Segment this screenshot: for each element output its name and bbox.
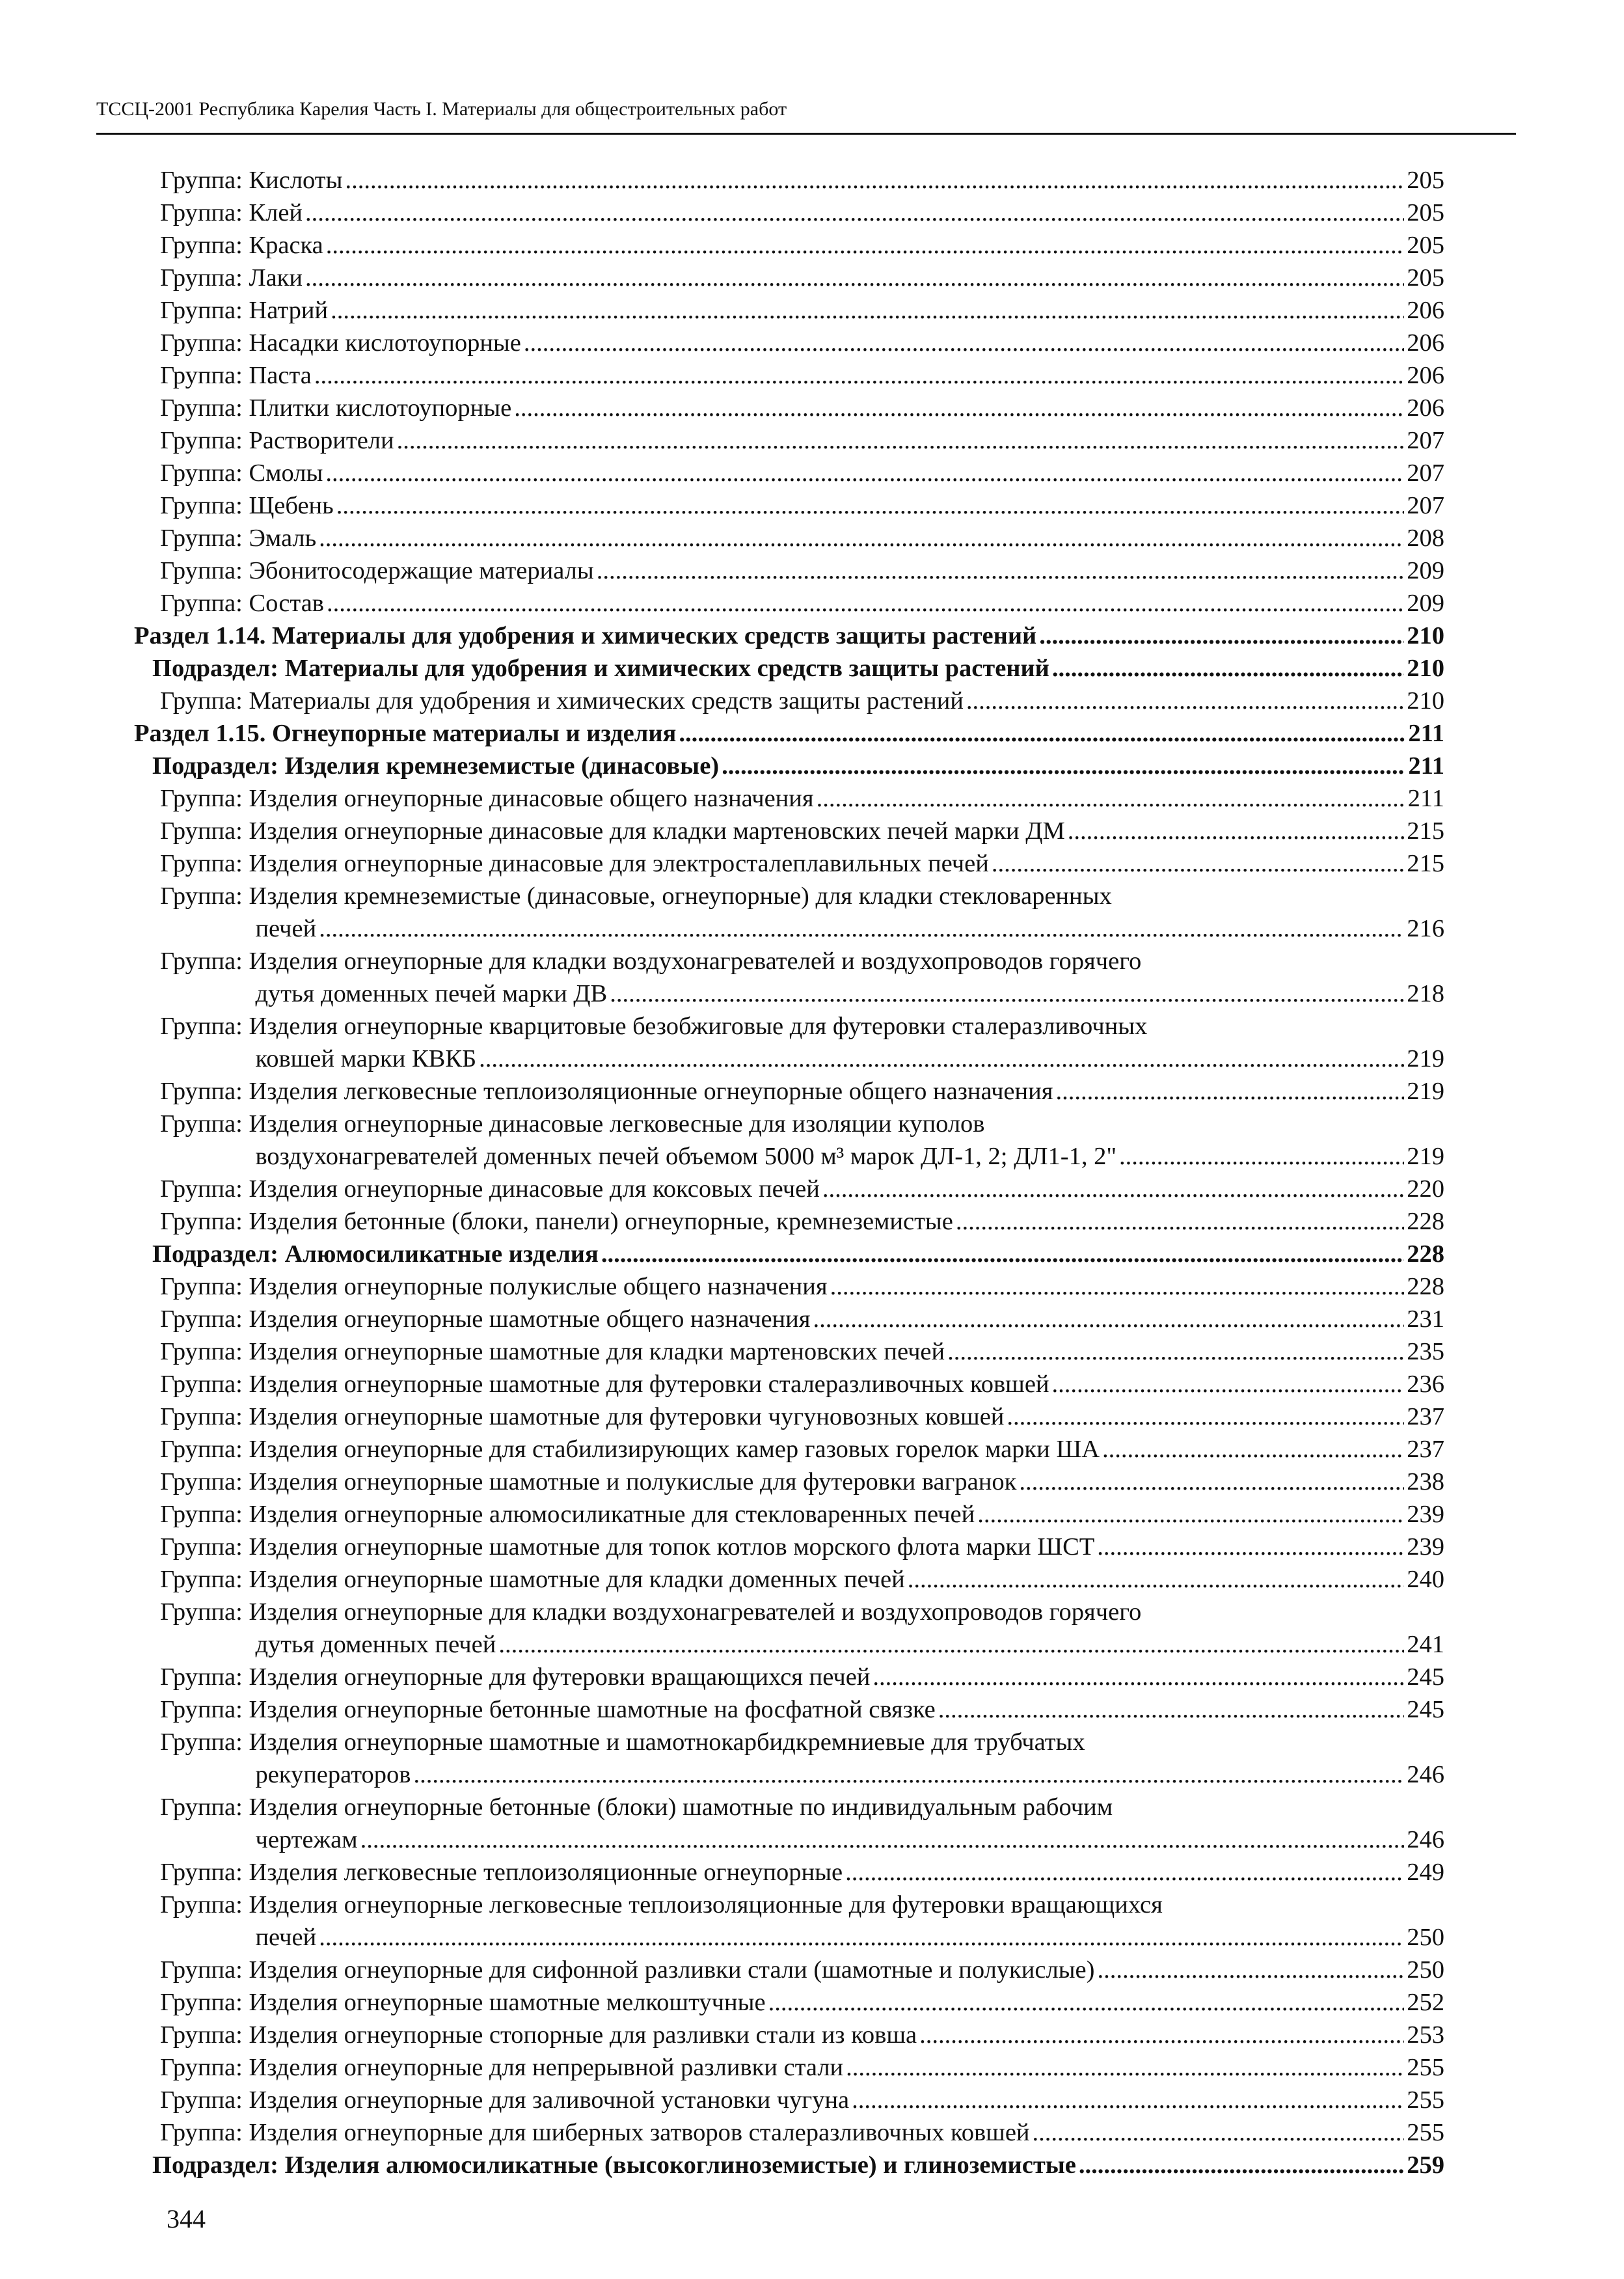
toc-entry-group bbox=[98, 847, 1444, 880]
entry-prefix: Группа: bbox=[160, 232, 249, 259]
entry-page-number: 231 bbox=[1407, 1305, 1444, 1333]
toc-entry-group bbox=[98, 294, 1444, 327]
dot-leader bbox=[597, 554, 1405, 587]
toc-entry-group bbox=[98, 1889, 1444, 1954]
toc-entry-group bbox=[98, 1010, 1444, 1075]
entry-prefix: Группа: bbox=[160, 1175, 249, 1203]
toc-entry-section bbox=[98, 717, 1444, 750]
entry-page-number: 205 bbox=[1407, 167, 1444, 194]
entry-prefix: Группа: bbox=[160, 1436, 249, 1463]
dot-leader bbox=[1068, 815, 1405, 847]
toc-entry-group bbox=[98, 424, 1444, 457]
toc-entry-group bbox=[98, 1466, 1444, 1498]
entry-title: Изделия огнеупорные шамотные общего назначения bbox=[249, 1305, 811, 1333]
entry-page-number: 249 bbox=[1407, 1859, 1444, 1886]
entry-page-number: 210 bbox=[1407, 622, 1444, 649]
entry-page-number: 210 bbox=[1407, 687, 1444, 715]
toc-entry-group bbox=[98, 815, 1444, 847]
entry-page-number: 205 bbox=[1407, 232, 1444, 259]
toc-entry-group bbox=[98, 1205, 1444, 1238]
dot-leader bbox=[1033, 2116, 1405, 2149]
entry-title: Изделия огнеупорные шамотные для футеровки чугуновозных ковшей bbox=[249, 1403, 1005, 1430]
entry-prefix: Группа: bbox=[160, 557, 249, 584]
entry-prefix: Группа: bbox=[160, 1566, 249, 1593]
dot-leader bbox=[908, 1563, 1405, 1596]
toc-entry-group bbox=[98, 685, 1444, 717]
toc-entry-group bbox=[98, 1400, 1444, 1433]
toc-entry-subsection bbox=[98, 2149, 1444, 2181]
dot-leader bbox=[319, 912, 1404, 945]
entry-page-number: 259 bbox=[1407, 2151, 1444, 2179]
toc-entry-group bbox=[98, 2084, 1444, 2116]
dot-leader bbox=[1079, 2149, 1404, 2181]
toc-entry-group bbox=[98, 1531, 1444, 1563]
entry-title: чертежам bbox=[255, 1826, 358, 1853]
entry-page-number: 245 bbox=[1407, 1663, 1444, 1691]
entry-title: 1.14. Материалы для удобрения и химических средств защиты растений bbox=[215, 622, 1037, 649]
header-rule bbox=[96, 133, 1516, 135]
toc-entry-group bbox=[98, 880, 1444, 945]
dot-leader bbox=[768, 1986, 1405, 2019]
entry-page-number: 215 bbox=[1407, 850, 1444, 877]
toc-entry-group bbox=[98, 1661, 1444, 1693]
toc-entry-group bbox=[98, 197, 1444, 229]
entry-title: Кислоты bbox=[249, 167, 343, 194]
dot-leader bbox=[956, 1205, 1404, 1238]
entry-title: Изделия алюмосиликатные (высокоглиноземистые) и глиноземистые bbox=[284, 2151, 1076, 2179]
dot-leader bbox=[326, 229, 1404, 262]
dot-leader bbox=[1019, 1466, 1404, 1498]
entry-prefix: Группа: bbox=[160, 2086, 249, 2114]
toc-entry-group bbox=[98, 1693, 1444, 1726]
entry-title: Изделия огнеупорные для стабилизирующих камер газовых горелок марки ША bbox=[249, 1436, 1100, 1463]
entry-prefix: Группа: bbox=[160, 850, 249, 877]
entry-prefix: Группа: bbox=[160, 1013, 249, 1040]
entry-title: Насадки кислотоупорные bbox=[249, 329, 521, 357]
dot-leader bbox=[1102, 1433, 1404, 1466]
entry-page-number: 228 bbox=[1407, 1273, 1444, 1300]
dot-leader bbox=[413, 1758, 1404, 1791]
entry-title: Изделия огнеупорные для футеровки вращающихся печей bbox=[249, 1663, 871, 1691]
toc-entry-group bbox=[98, 1791, 1444, 1856]
table-of-contents bbox=[98, 164, 1444, 2181]
dot-leader bbox=[325, 457, 1404, 489]
entry-page-number: 207 bbox=[1407, 459, 1444, 487]
entry-title: Материалы для удобрения и химических средств защиты растений bbox=[249, 687, 964, 715]
entry-prefix: Группа: bbox=[160, 1208, 249, 1235]
toc-entry-group bbox=[98, 457, 1444, 489]
entry-page-number: 210 bbox=[1407, 655, 1444, 682]
entry-prefix: Группа: bbox=[160, 297, 249, 324]
entry-title: 1.15. Огнеупорные материалы и изделия bbox=[215, 720, 677, 747]
toc-entry-group bbox=[98, 2051, 1444, 2084]
entry-prefix: Группа: bbox=[160, 492, 249, 519]
page-number: 344 bbox=[167, 2204, 206, 2233]
toc-entry-section bbox=[98, 620, 1444, 652]
entry-title: ковшей марки КВКБ bbox=[255, 1045, 477, 1072]
entry-prefix: Группа: bbox=[160, 1663, 249, 1691]
entry-prefix: Подраздел: bbox=[152, 752, 285, 780]
entry-page-number: 206 bbox=[1407, 329, 1444, 357]
entry-title: Изделия огнеупорные для шиберных затворов сталеразливочных ковшей bbox=[249, 2119, 1030, 2146]
toc-entry-group bbox=[98, 1335, 1444, 1368]
entry-title: дутья доменных печей bbox=[255, 1631, 496, 1658]
toc-entry-group bbox=[98, 1075, 1444, 1108]
entry-page-number: 205 bbox=[1407, 264, 1444, 292]
entry-title: Состав bbox=[249, 590, 324, 617]
dot-leader bbox=[852, 2084, 1404, 2116]
dot-leader bbox=[830, 1270, 1405, 1303]
dot-leader bbox=[601, 1238, 1404, 1270]
entry-title: Изделия легковесные теплоизоляционные огнеупорные общего назначения bbox=[249, 1078, 1053, 1105]
toc-entry-group bbox=[98, 945, 1444, 1010]
entry-title-line: Изделия огнеупорные для кладки воздухонагревателей и воздухопроводов горячего bbox=[249, 948, 1142, 975]
entry-title: печей bbox=[255, 1924, 317, 1951]
entry-title: воздухонагревателей доменных печей объемом 5000 м³ марок ДЛ-1, 2; ДЛ1-1, 2" bbox=[255, 1143, 1117, 1170]
entry-page-number: 219 bbox=[1407, 1143, 1444, 1170]
entry-page-number: 237 bbox=[1407, 1403, 1444, 1430]
entry-title: дутья доменных печей марки ДВ bbox=[255, 980, 608, 1007]
entry-title: рекуператоров bbox=[255, 1761, 411, 1788]
entry-title-line: Изделия огнеупорные кварцитовые безобжиговые для футеровки сталеразливочных bbox=[249, 1013, 1148, 1040]
entry-prefix: Группа: bbox=[160, 1859, 249, 1886]
entry-prefix: Группа: bbox=[160, 1728, 249, 1756]
entry-page-number: 239 bbox=[1407, 1533, 1444, 1561]
entry-title: Изделия огнеупорные шамотные для футеровки сталеразливочных ковшей bbox=[249, 1371, 1049, 1398]
entry-title: Натрий bbox=[249, 297, 329, 324]
entry-page-number: 250 bbox=[1407, 1924, 1444, 1951]
entry-title: Изделия огнеупорные шамотные для кладки доменных печей bbox=[249, 1566, 905, 1593]
entry-page-number: 236 bbox=[1407, 1371, 1444, 1398]
entry-title: Изделия огнеупорные шамотные мелкоштучные bbox=[249, 1989, 766, 2016]
dot-leader bbox=[327, 587, 1404, 620]
toc-entry-group bbox=[98, 1563, 1444, 1596]
entry-prefix: Группа: bbox=[160, 167, 249, 194]
entry-prefix: Группа: bbox=[160, 2119, 249, 2146]
toc-entry-group bbox=[98, 164, 1444, 197]
toc-entry-group bbox=[98, 1270, 1444, 1303]
dot-leader bbox=[919, 2019, 1404, 2051]
toc-entry-subsection bbox=[98, 750, 1444, 782]
entry-prefix: Раздел bbox=[134, 720, 216, 747]
dot-leader bbox=[992, 847, 1404, 880]
entry-page-number: 255 bbox=[1407, 2119, 1444, 2146]
dot-leader bbox=[319, 1921, 1404, 1954]
dot-leader bbox=[514, 392, 1404, 424]
dot-leader bbox=[360, 1823, 1405, 1856]
entry-prefix: Группа: bbox=[160, 1696, 249, 1723]
entry-page-number: 239 bbox=[1407, 1501, 1444, 1528]
entry-title: Изделия огнеупорные динасовые для электросталеплавильных печей bbox=[249, 850, 989, 877]
entry-title: Клей bbox=[249, 199, 303, 226]
entry-title: Изделия огнеупорные алюмосиликатные для стекловаренных печей bbox=[249, 1501, 975, 1528]
entry-title: Изделия огнеупорные для заливочной установки чугуна bbox=[249, 2086, 850, 2114]
entry-title: Плитки кислотоупорные bbox=[249, 394, 512, 422]
dot-leader bbox=[966, 685, 1404, 717]
toc-entry-group bbox=[98, 1303, 1444, 1335]
dot-leader bbox=[314, 359, 1404, 392]
toc-entry-group bbox=[98, 359, 1444, 392]
entry-page-number: 220 bbox=[1407, 1175, 1444, 1203]
toc-entry-group bbox=[98, 587, 1444, 620]
entry-page-number: 211 bbox=[1407, 785, 1444, 812]
entry-title: Изделия огнеупорные бетонные шамотные на фосфатной связке bbox=[249, 1696, 936, 1723]
entry-prefix: Группа: bbox=[160, 785, 249, 812]
entry-page-number: 211 bbox=[1408, 752, 1444, 780]
dot-leader bbox=[873, 1661, 1404, 1693]
entry-title: Изделия кремнеземистые (динасовые) bbox=[284, 752, 720, 780]
entry-title: Изделия огнеупорные стопорные для разливки стали из ковша bbox=[249, 2021, 917, 2049]
entry-page-number: 215 bbox=[1407, 817, 1444, 845]
dot-leader bbox=[336, 489, 1405, 522]
entry-prefix: Группа: bbox=[160, 2054, 249, 2081]
entry-title: Изделия огнеупорные шамотные для топок котлов морского флота марки ШСТ bbox=[249, 1533, 1095, 1561]
dot-leader bbox=[1007, 1400, 1404, 1433]
entry-page-number: 246 bbox=[1407, 1761, 1444, 1788]
entry-title: Эбонитосодержащие материалы bbox=[249, 557, 594, 584]
entry-prefix: Раздел bbox=[134, 622, 216, 649]
entry-title: Краска bbox=[249, 232, 323, 259]
entry-page-number: 250 bbox=[1407, 1956, 1444, 1984]
dot-leader bbox=[610, 977, 1404, 1010]
toc-entry-group bbox=[98, 554, 1444, 587]
entry-prefix: Группа: bbox=[160, 1338, 249, 1365]
entry-title: Щебень bbox=[249, 492, 334, 519]
toc-entry-group bbox=[98, 1726, 1444, 1791]
dot-leader bbox=[498, 1628, 1404, 1661]
toc-entry-group bbox=[98, 1433, 1444, 1466]
toc-entry-group bbox=[98, 1954, 1444, 1986]
entry-title-line: Изделия огнеупорные бетонные (блоки) шамотные по индивидуальным рабочим bbox=[249, 1794, 1113, 1821]
entry-page-number: 228 bbox=[1407, 1208, 1444, 1235]
entry-page-number: 209 bbox=[1407, 590, 1444, 617]
entry-page-number: 253 bbox=[1407, 2021, 1444, 2049]
entry-title-line: Изделия кремнеземистые (динасовые, огнеупорные) для кладки стекловаренных bbox=[249, 882, 1112, 910]
entry-page-number: 206 bbox=[1407, 297, 1444, 324]
dot-leader bbox=[524, 327, 1404, 359]
dot-leader bbox=[845, 1856, 1404, 1889]
entry-title: Лаки bbox=[249, 264, 303, 292]
toc-entry-group bbox=[98, 489, 1444, 522]
toc-entry-group bbox=[98, 1498, 1444, 1531]
dot-leader bbox=[305, 262, 1404, 294]
entry-prefix: Группа: bbox=[160, 459, 249, 487]
entry-page-number: 208 bbox=[1407, 525, 1444, 552]
entry-page-number: 216 bbox=[1407, 915, 1444, 942]
entry-prefix: Группа: bbox=[160, 1956, 249, 1984]
toc-entry-subsection bbox=[98, 1238, 1444, 1270]
toc-entry-subsection bbox=[98, 652, 1444, 685]
entry-prefix: Группа: bbox=[160, 1403, 249, 1430]
dot-leader bbox=[1039, 620, 1404, 652]
toc-entry-group bbox=[98, 522, 1444, 554]
entry-prefix: Подраздел: bbox=[152, 2151, 285, 2179]
toc-entry-group bbox=[98, 392, 1444, 424]
entry-prefix: Группа: bbox=[160, 1989, 249, 2016]
dot-leader bbox=[938, 1693, 1404, 1726]
toc-entry-group bbox=[98, 229, 1444, 262]
dot-leader bbox=[947, 1335, 1404, 1368]
entry-page-number: 207 bbox=[1407, 427, 1444, 454]
entry-prefix: Группа: bbox=[160, 1501, 249, 1528]
entry-title: Изделия огнеупорные для непрерывной разливки стали bbox=[249, 2054, 844, 2081]
entry-title: Изделия огнеупорные динасовые для кладки мартеновских печей марки ДМ bbox=[249, 817, 1065, 845]
entry-title: Изделия огнеупорные полукислые общего назначения bbox=[249, 1273, 828, 1300]
dot-leader bbox=[1097, 1954, 1404, 1986]
entry-title-line: Изделия огнеупорные динасовые легковесные для изоляции куполов bbox=[249, 1110, 985, 1138]
toc-entry-group bbox=[98, 782, 1444, 815]
entry-page-number: 255 bbox=[1407, 2086, 1444, 2114]
entry-prefix: Группа: bbox=[160, 362, 249, 389]
dot-leader bbox=[846, 2051, 1404, 2084]
dot-leader bbox=[813, 1303, 1404, 1335]
dot-leader bbox=[331, 294, 1404, 327]
entry-prefix: Группа: bbox=[160, 264, 249, 292]
entry-page-number: 228 bbox=[1407, 1240, 1444, 1268]
entry-title: Изделия огнеупорные для сифонной разливки стали (шамотные и полукислые) bbox=[249, 1956, 1095, 1984]
entry-title: Изделия огнеупорные динасовые общего назначения bbox=[249, 785, 814, 812]
toc-entry-group bbox=[98, 1108, 1444, 1173]
entry-title: Изделия огнеупорные шамотные и полукислые для футеровки вагранок bbox=[249, 1468, 1017, 1495]
toc-entry-group bbox=[98, 1596, 1444, 1661]
entry-prefix: Группа: bbox=[160, 948, 249, 975]
dot-leader bbox=[319, 522, 1404, 554]
entry-title: печей bbox=[255, 915, 317, 942]
entry-prefix: Группа: bbox=[160, 1794, 249, 1821]
entry-page-number: 246 bbox=[1407, 1826, 1444, 1853]
entry-prefix: Группа: bbox=[160, 427, 249, 454]
entry-page-number: 206 bbox=[1407, 394, 1444, 422]
dot-leader bbox=[479, 1043, 1404, 1075]
entry-prefix: Подраздел: bbox=[152, 1240, 285, 1268]
entry-title: Смолы bbox=[249, 459, 323, 487]
entry-prefix: Группа: bbox=[160, 1533, 249, 1561]
toc-entry-group bbox=[98, 1173, 1444, 1205]
dot-leader bbox=[722, 750, 1405, 782]
toc-entry-group bbox=[98, 2116, 1444, 2149]
dot-leader bbox=[1052, 1368, 1405, 1400]
entry-title: Паста bbox=[249, 362, 312, 389]
entry-title: Изделия бетонные (блоки, панели) огнеупорные, кремнеземистые bbox=[249, 1208, 953, 1235]
entry-prefix: Группа: bbox=[160, 1371, 249, 1398]
entry-page-number: 238 bbox=[1407, 1468, 1444, 1495]
dot-leader bbox=[305, 197, 1404, 229]
dot-leader bbox=[977, 1498, 1404, 1531]
entry-page-number: 219 bbox=[1407, 1045, 1444, 1072]
entry-page-number: 209 bbox=[1407, 557, 1444, 584]
entry-prefix: Группа: bbox=[160, 687, 249, 715]
entry-title: Материалы для удобрения и химических средств защиты растений bbox=[284, 655, 1049, 682]
entry-title: Изделия огнеупорные шамотные для кладки мартеновских печей bbox=[249, 1338, 945, 1365]
dot-leader bbox=[679, 717, 1405, 750]
entry-title: Изделия огнеупорные динасовые для коксовых печей bbox=[249, 1175, 820, 1203]
entry-page-number: 252 bbox=[1407, 1989, 1444, 2016]
entry-title: Эмаль bbox=[249, 525, 317, 552]
toc-entry-group bbox=[98, 1856, 1444, 1889]
entry-page-number: 206 bbox=[1407, 362, 1444, 389]
entry-page-number: 211 bbox=[1408, 720, 1444, 747]
entry-prefix: Группа: bbox=[160, 525, 249, 552]
entry-prefix: Группа: bbox=[160, 329, 249, 357]
entry-prefix: Группа: bbox=[160, 590, 249, 617]
entry-page-number: 241 bbox=[1407, 1631, 1444, 1658]
dot-leader bbox=[1097, 1531, 1404, 1563]
entry-prefix: Группа: bbox=[160, 817, 249, 845]
dot-leader bbox=[817, 782, 1405, 815]
dot-leader bbox=[822, 1173, 1404, 1205]
entry-title: Алюмосиликатные изделия bbox=[284, 1240, 599, 1268]
toc-entry-group bbox=[98, 327, 1444, 359]
running-header: ТССЦ-2001 Республика Карелия Часть I. Материалы для общестроительных работ bbox=[96, 98, 787, 120]
entry-prefix: Группа: bbox=[160, 1273, 249, 1300]
entry-page-number: 237 bbox=[1407, 1436, 1444, 1463]
entry-prefix: Группа: bbox=[160, 882, 249, 910]
dot-leader bbox=[1052, 652, 1404, 685]
entry-prefix: Группа: bbox=[160, 1305, 249, 1333]
entry-prefix: Группа: bbox=[160, 1891, 249, 1918]
entry-prefix: Группа: bbox=[160, 1468, 249, 1495]
entry-prefix: Группа: bbox=[160, 2021, 249, 2049]
toc-entry-group bbox=[98, 1986, 1444, 2019]
entry-page-number: 218 bbox=[1407, 980, 1444, 1007]
entry-prefix: Группа: bbox=[160, 1598, 249, 1626]
entry-title: Растворители bbox=[249, 427, 394, 454]
entry-prefix: Группа: bbox=[160, 1078, 249, 1105]
entry-page-number: 207 bbox=[1407, 492, 1444, 519]
entry-title: Изделия легковесные теплоизоляционные огнеупорные bbox=[249, 1859, 843, 1886]
entry-page-number: 255 bbox=[1407, 2054, 1444, 2081]
dot-leader bbox=[1119, 1140, 1404, 1173]
entry-page-number: 219 bbox=[1407, 1078, 1444, 1105]
entry-title-line: Изделия огнеупорные для кладки воздухонагревателей и воздухопроводов горячего bbox=[249, 1598, 1142, 1626]
entry-page-number: 245 bbox=[1407, 1696, 1444, 1723]
toc-entry-group bbox=[98, 2019, 1444, 2051]
entry-prefix: Подраздел: bbox=[152, 655, 285, 682]
entry-page-number: 205 bbox=[1407, 199, 1444, 226]
entry-prefix: Группа: bbox=[160, 199, 249, 226]
dot-leader bbox=[345, 164, 1404, 197]
toc-entry-group bbox=[98, 262, 1444, 294]
dot-leader bbox=[397, 424, 1405, 457]
entry-page-number: 235 bbox=[1407, 1338, 1444, 1365]
toc-entry-group bbox=[98, 1368, 1444, 1400]
entry-prefix: Группа: bbox=[160, 1110, 249, 1138]
entry-prefix: Группа: bbox=[160, 394, 249, 422]
entry-page-number: 240 bbox=[1407, 1566, 1444, 1593]
entry-title-line: Изделия огнеупорные шамотные и шамотнокарбидкремниевые для трубчатых bbox=[249, 1728, 1085, 1756]
entry-title-line: Изделия огнеупорные легковесные теплоизоляционные для футеровки вращающихся bbox=[249, 1891, 1163, 1918]
dot-leader bbox=[1055, 1075, 1404, 1108]
